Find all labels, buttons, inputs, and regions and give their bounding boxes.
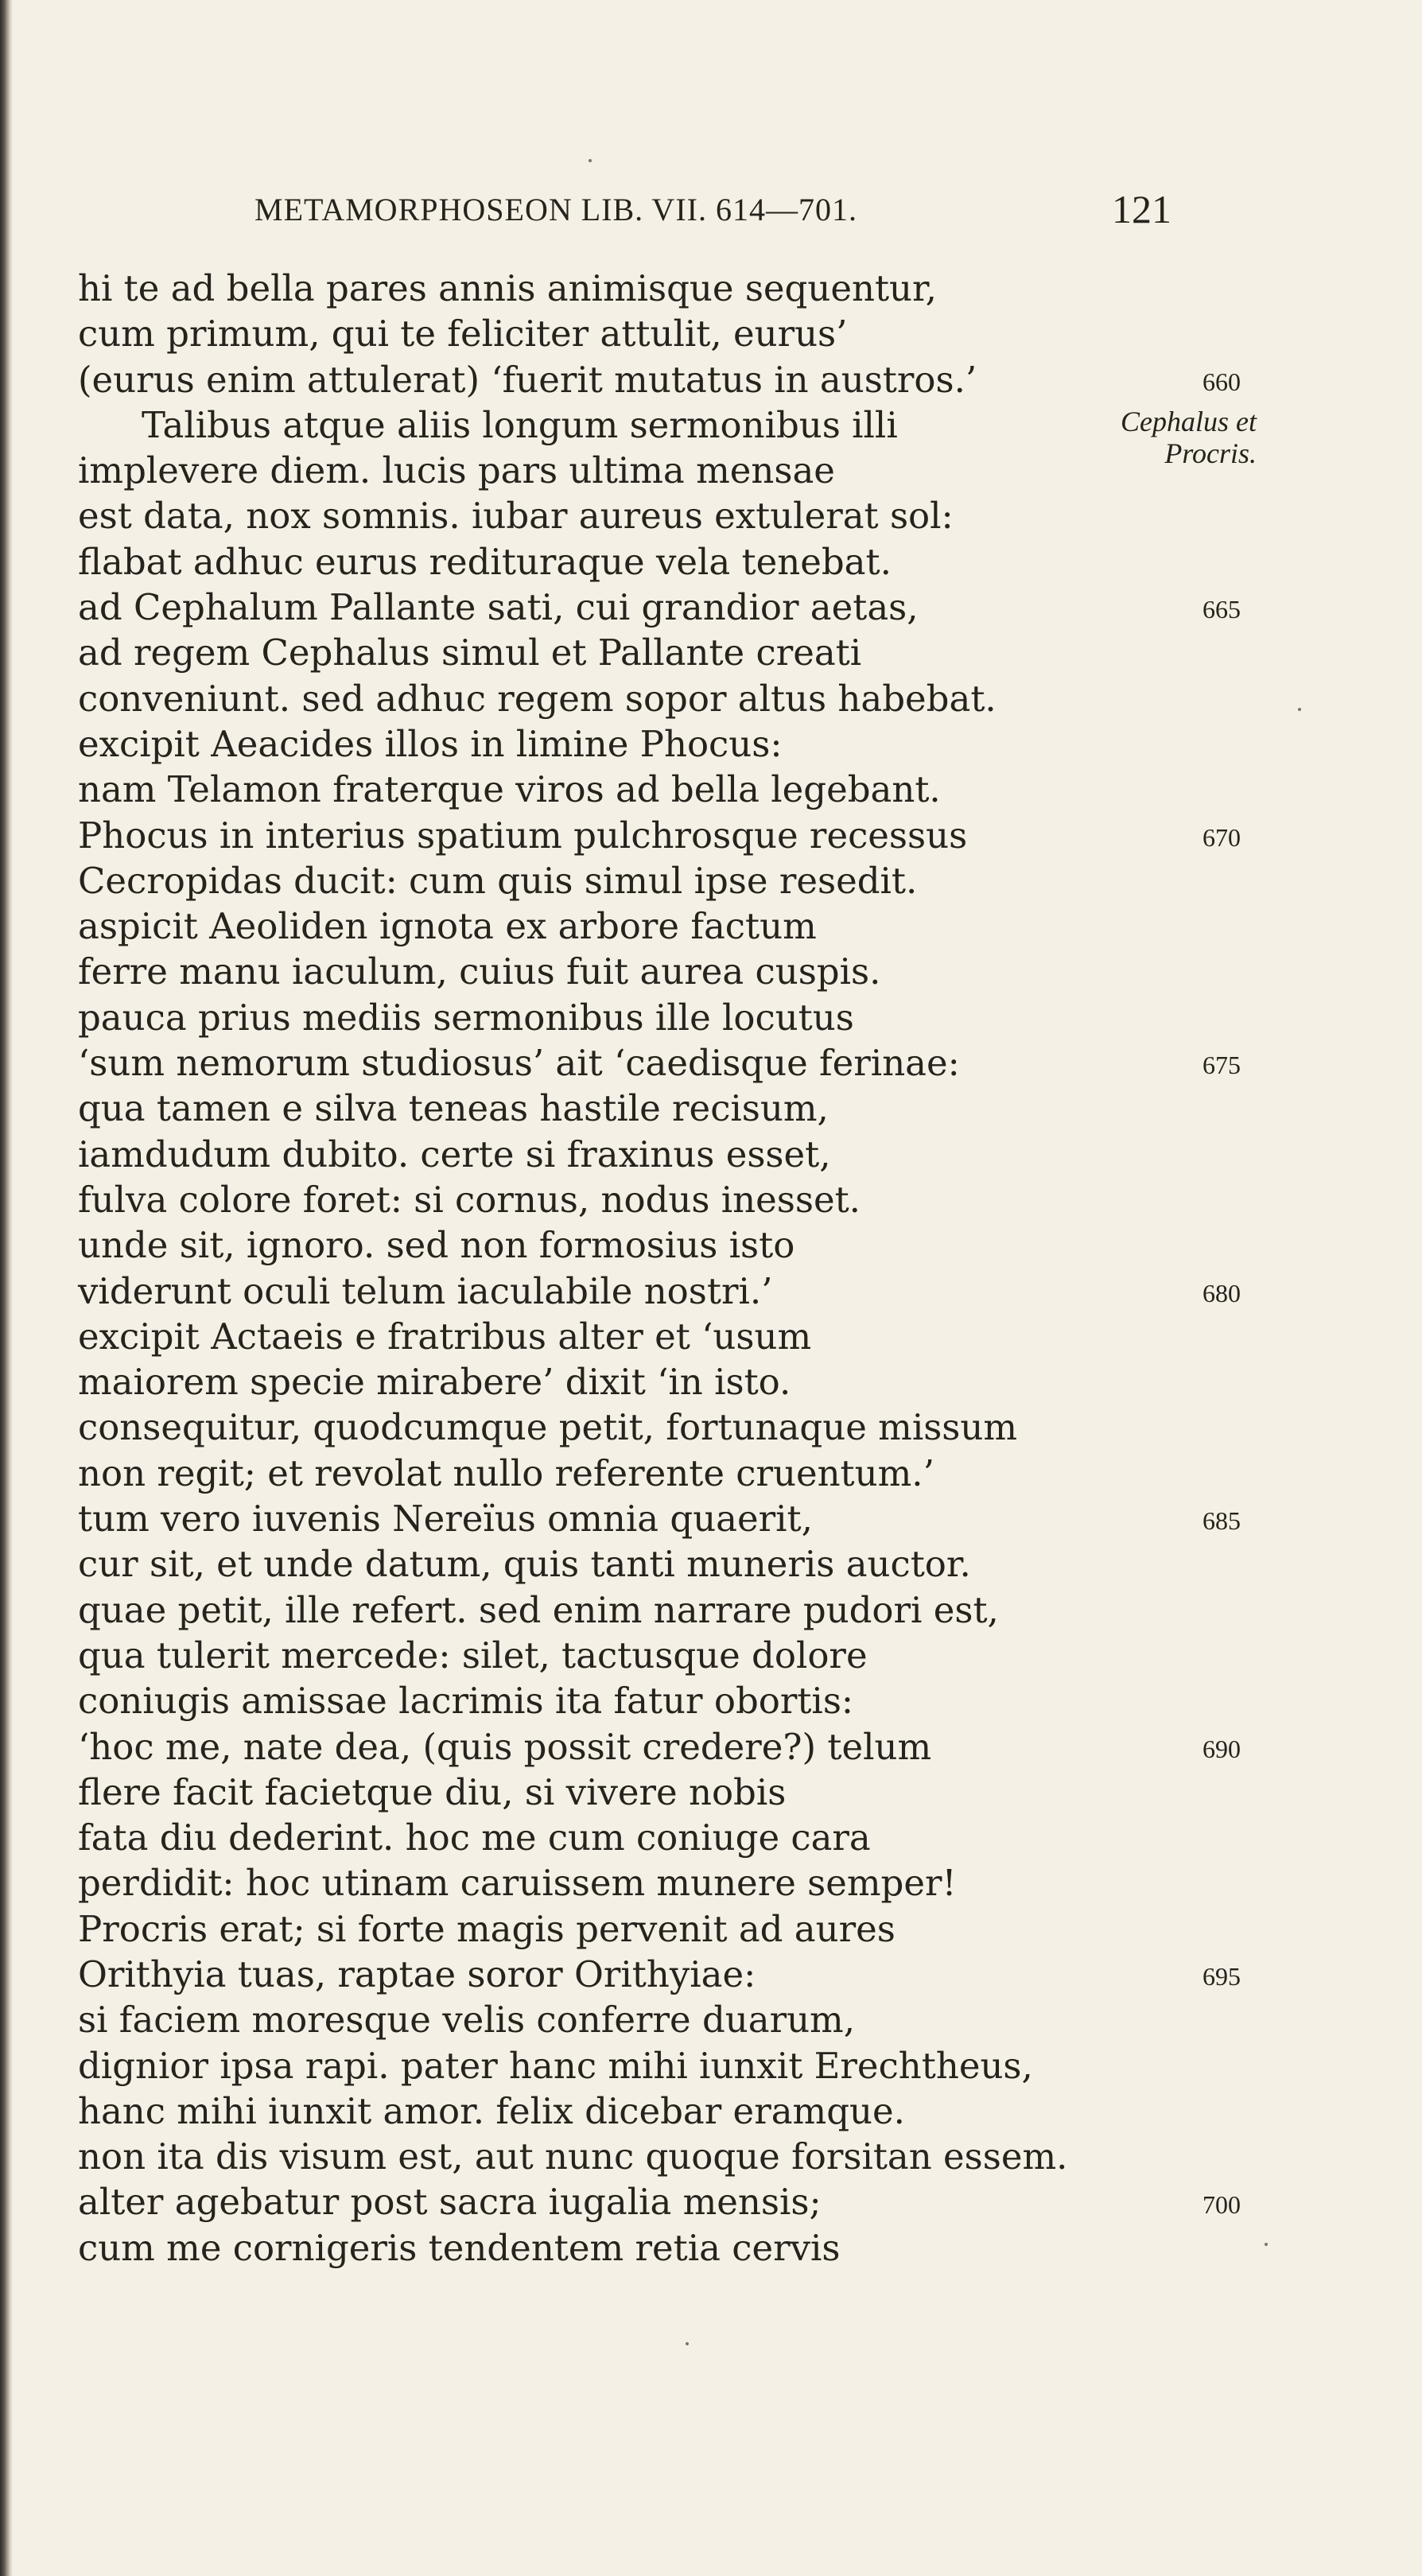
line-number: 670 [1202, 823, 1241, 852]
verse-line: hanc mihi iunxit amor. felix dicebar eramque. [78, 2089, 905, 2132]
page-spine-shadow [0, 0, 13, 2576]
verse-line: ‘sum nemorum studiosus’ ait ‘caedisque ferinae: [78, 1042, 960, 1085]
line-number: 660 [1202, 367, 1241, 396]
page-number: 121 [1112, 187, 1171, 231]
scan-speck [1265, 2243, 1268, 2246]
verse-line: (eurus enim attulerat) ‘fuerit mutatus in austros.’ [78, 358, 977, 401]
line-number: 675 [1202, 1051, 1241, 1079]
verse-line: viderunt oculi telum iaculabile nostri.’ [78, 1269, 773, 1312]
verse-line: Phocus in interius spatium pulchrosque recessus [78, 814, 968, 857]
verse-line: fata diu dederint. hoc me cum coniuge cara [78, 1816, 871, 1859]
line-number: 685 [1202, 1506, 1241, 1535]
verse-line: pauca prius mediis sermonibus ille locutus [78, 996, 854, 1039]
verse-line: non ita dis visum est, aut nunc quoque forsitan essem. [78, 2135, 1068, 2178]
line-number: 700 [1202, 2190, 1241, 2219]
verse-line: alter agebatur post sacra iugalia mensis; [78, 2181, 822, 2224]
verse-line: aspicit Aeoliden ignota ex arbore factum [78, 905, 817, 948]
verse-line: iamdudum dubito. certe si fraxinus esset, [78, 1133, 831, 1175]
verse-line: hi te ad bella pares annis animisque sequentur, [78, 267, 937, 309]
verse-line: qua tulerit mercede: silet, tactusque dolore [78, 1634, 868, 1677]
verse-line: Talibus atque aliis longum sermonibus illi [142, 403, 898, 446]
verse-line: flere facit facietque diu, si vivere nobis [78, 1770, 787, 1813]
line-number: 690 [1202, 1735, 1241, 1763]
sidenote [1080, 406, 1257, 469]
verse-line: quae petit, ille refert. sed enim narrare pudori est, [78, 1588, 999, 1631]
scan-speck [1298, 708, 1301, 711]
verse-line: flabat adhuc eurus redituraque vela tenebat. [78, 540, 892, 583]
verse-line: cur sit, et unde datum, quis tanti muneris auctor. [78, 1543, 971, 1586]
verse-line: Procris erat; si forte magis pervenit ad aures [78, 1907, 896, 1950]
line-number: 680 [1202, 1279, 1241, 1307]
poem-text [78, 266, 1160, 2271]
verse-line: maiorem specie mirabere’ dixit ‘in isto. [78, 1361, 791, 1404]
verse-line: nam Telamon fraterque viros ad bella legebant. [78, 768, 941, 811]
line-number: 665 [1202, 595, 1241, 624]
verse-line: qua tamen e silva teneas hastile recisum, [78, 1087, 829, 1130]
verse-line: Cecropidas ducit: cum quis simul ipse resedit. [78, 859, 918, 902]
sidenote-line: Procris. [1164, 437, 1257, 469]
verse-line: coniugis amissae lacrimis ita fatur obortis: [78, 1680, 854, 1723]
verse-line: implevere diem. lucis pars ultima mensae [78, 449, 835, 492]
verse-line: ferre manu iaculum, cuius fuit aurea cuspis. [78, 950, 881, 993]
scan-speck [686, 2342, 689, 2345]
verse-line: ad regem Cephalus simul et Pallante creati [78, 631, 862, 674]
verse-line: est data, nox somnis. iubar aureus extulerat sol: [78, 495, 954, 538]
sidenote-line: Cephalus et [1121, 406, 1257, 437]
verse-line: consequitur, quodcumque petit, fortunaque missum [78, 1406, 1018, 1449]
verse-line: conveniunt. sed adhuc regem sopor altus habebat. [78, 677, 997, 720]
running-head: METAMORPHOSEON LIB. VII. 614—701. [254, 192, 857, 227]
scan-speck [589, 159, 592, 162]
verse-line: cum me cornigeris tendentem retia cervis [78, 2226, 841, 2269]
verse-line: si faciem moresque velis conferre duarum, [78, 1999, 856, 2042]
verse-line: cum primum, qui te feliciter attulit, eurus’ [78, 313, 848, 356]
verse-line: dignior ipsa rapi. pater hanc mihi iunxit Erechtheus, [78, 2044, 1033, 2087]
verse-line: perdidit: hoc utinam caruissem munere semper! [78, 1862, 957, 1905]
verse-line: non regit; et revolat nullo referente cruentum.’ [78, 1451, 934, 1494]
verse-line: ‘hoc me, nate dea, (quis possit credere?) telum [78, 1725, 932, 1768]
verse-line: fulva colore foret: si cornus, nodus inesset. [78, 1178, 861, 1221]
verse-line: ad Cephalum Pallante sati, cui grandior aetas, [78, 586, 919, 629]
verse-line: tum vero iuvenis Nereïus omnia quaerit, [78, 1498, 813, 1541]
verse-line: excipit Aeacides illos in limine Phocus: [78, 722, 783, 765]
verse-line: unde sit, ignoro. sed non formosius isto [78, 1224, 795, 1267]
verse-line: Orithyia tuas, raptae soror Orithyiae: [78, 1952, 756, 1995]
verse-line: excipit Actaeis e fratribus alter et ‘usum [78, 1315, 812, 1358]
line-number: 695 [1202, 1962, 1241, 1991]
